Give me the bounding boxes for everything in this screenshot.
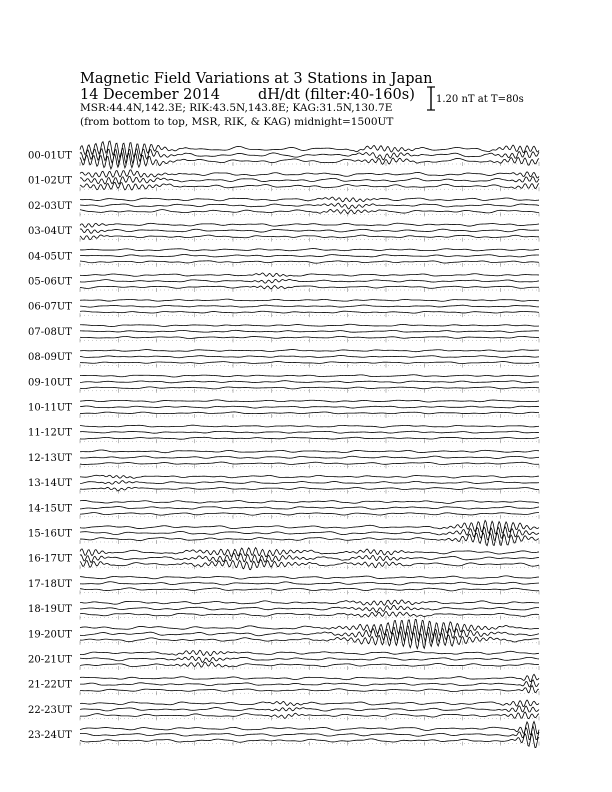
- row-label-07-08UT: 07-08UT: [28, 326, 72, 338]
- row-label-00-01UT: 00-01UT: [28, 150, 72, 162]
- scale-bar-label: 1.20 nT at T=80s: [436, 94, 524, 105]
- row-label-11-12UT: 11-12UT: [28, 427, 72, 439]
- row-label-14-15UT: 14-15UT: [28, 503, 72, 515]
- row-label-17-18UT: 17-18UT: [28, 578, 72, 590]
- trace-kag-13-14UT: [80, 475, 539, 478]
- trace-rik-05-06UT: [80, 279, 539, 283]
- trace-rik-07-08UT: [80, 330, 539, 332]
- trace-kag-02-03UT: [80, 197, 539, 202]
- trace-rik-18-19UT: [80, 605, 539, 612]
- row-label-01-02UT: 01-02UT: [28, 175, 72, 187]
- trace-kag-09-10UT: [80, 375, 539, 377]
- row-label-19-20UT: 19-20UT: [28, 629, 72, 641]
- trace-kag-01-02UT: [80, 170, 539, 178]
- trace-msr-06-07UT: [80, 311, 539, 313]
- row-label-12-13UT: 12-13UT: [28, 452, 72, 464]
- row-label-02-03UT: 02-03UT: [28, 200, 72, 212]
- filter-label: dH/dt (filter:40-160s): [258, 87, 415, 103]
- row-label-20-21UT: 20-21UT: [28, 654, 72, 666]
- trace-msr-09-10UT: [80, 387, 539, 389]
- row-label-21-22UT: 21-22UT: [28, 679, 72, 691]
- trace-kag-00-01UT: [80, 141, 539, 158]
- trace-rik-16-17UT: [80, 553, 539, 563]
- trace-rik-02-03UT: [80, 203, 539, 209]
- row-label-16-17UT: 16-17UT: [28, 553, 72, 565]
- trace-kag-22-23UT: [80, 700, 539, 706]
- chart-title: Magnetic Field Variations at 3 Stations in Japan: [80, 71, 433, 87]
- trace-rik-20-21UT: [80, 656, 539, 662]
- trace-rik-08-09UT: [80, 355, 539, 357]
- trace-rik-12-13UT: [80, 456, 539, 458]
- trace-kag-11-12UT: [80, 425, 539, 427]
- row-label-08-09UT: 08-09UT: [28, 352, 72, 364]
- date-label: 14 December 2014: [80, 87, 221, 103]
- station-coordinates: MSR:44.4N,142.3E; RIK:43.5N,143.8E; KAG:31.5N,130.7E: [80, 102, 393, 114]
- trace-msr-08-09UT: [80, 362, 539, 364]
- trace-rik-10-11UT: [80, 406, 539, 408]
- trace-rik-11-12UT: [80, 431, 539, 433]
- row-label-22-23UT: 22-23UT: [28, 704, 72, 716]
- trace-kag-21-22UT: [80, 674, 539, 681]
- trace-msr-07-08UT: [80, 336, 539, 338]
- trace-kag-04-05UT: [80, 249, 539, 251]
- trace-msr-00-01UT: [80, 153, 539, 169]
- row-label-13-14UT: 13-14UT: [28, 478, 72, 490]
- trace-kag-17-18UT: [80, 576, 539, 579]
- trace-kag-03-04UT: [80, 223, 539, 227]
- trace-rik-04-05UT: [80, 255, 539, 257]
- row-label-18-19UT: 18-19UT: [28, 604, 72, 616]
- trace-kag-18-19UT: [80, 600, 539, 605]
- trace-rik-14-15UT: [80, 507, 539, 510]
- trace-kag-10-11UT: [80, 400, 539, 402]
- row-label-10-11UT: 10-11UT: [28, 402, 72, 414]
- trace-kag-14-15UT: [80, 500, 539, 503]
- trace-kag-07-08UT: [80, 324, 539, 326]
- trace-rik-01-02UT: [80, 176, 539, 184]
- trace-msr-14-15UT: [80, 513, 539, 516]
- trace-kag-05-06UT: [80, 273, 539, 277]
- trace-msr-11-12UT: [80, 437, 539, 439]
- trace-kag-12-13UT: [80, 450, 539, 453]
- trace-rik-21-22UT: [80, 680, 539, 687]
- row-label-15-16UT: 15-16UT: [28, 528, 72, 540]
- trace-rik-09-10UT: [80, 381, 539, 383]
- row-label-03-04UT: 03-04UT: [28, 226, 72, 238]
- trace-kag-15-16UT: [80, 520, 539, 534]
- trace-rik-06-07UT: [80, 305, 539, 307]
- trace-kag-23-24UT: [80, 721, 539, 734]
- trace-msr-10-11UT: [80, 412, 539, 414]
- trace-rik-22-23UT: [80, 706, 539, 712]
- trace-rik-19-20UT: [80, 626, 539, 643]
- station-order-note: (from bottom to top, MSR, RIK, & KAG) midnight=1500UT: [80, 116, 394, 128]
- row-label-05-06UT: 05-06UT: [28, 276, 72, 288]
- row-label-06-07UT: 06-07UT: [28, 301, 72, 313]
- trace-rik-03-04UT: [80, 229, 539, 234]
- trace-kag-08-09UT: [80, 350, 539, 352]
- trace-kag-19-20UT: [80, 619, 539, 636]
- row-label-23-24UT: 23-24UT: [28, 730, 72, 742]
- trace-rik-13-14UT: [80, 481, 539, 485]
- trace-msr-12-13UT: [80, 462, 539, 464]
- trace-kag-16-17UT: [80, 548, 539, 557]
- trace-kag-20-21UT: [80, 650, 539, 655]
- trace-rik-17-18UT: [80, 582, 539, 585]
- row-label-04-05UT: 04-05UT: [28, 251, 72, 263]
- row-label-09-10UT: 09-10UT: [28, 377, 72, 389]
- trace-kag-06-07UT: [80, 299, 539, 301]
- trace-msr-17-18UT: [80, 588, 539, 591]
- scale-bar-icon: [427, 87, 435, 110]
